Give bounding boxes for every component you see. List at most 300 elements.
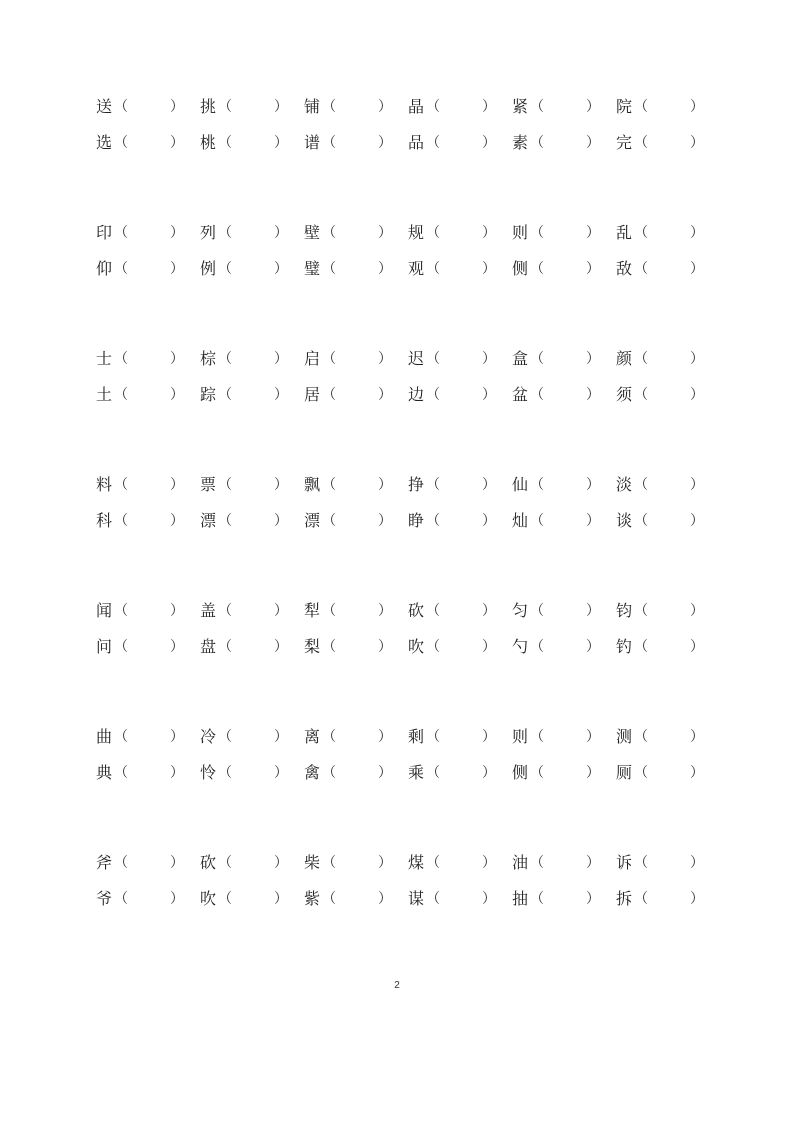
char-cell — [616, 507, 720, 537]
answer-blank-open[interactable]: （ — [634, 765, 648, 781]
answer-blank-open[interactable]: （ — [218, 603, 232, 619]
char-cell — [96, 507, 200, 537]
char-cell — [200, 507, 304, 537]
char-cell — [304, 93, 408, 123]
char-label: 离 — [304, 727, 321, 746]
char-row — [0, 507, 794, 537]
answer-blank-close: ） — [170, 351, 184, 367]
answer-blank-open[interactable]: （ — [114, 891, 128, 907]
answer-blank-open[interactable]: （ — [634, 639, 648, 655]
answer-blank-close: ） — [378, 729, 392, 745]
char-cell — [200, 129, 304, 159]
answer-blank-open[interactable]: （ — [426, 387, 440, 403]
char-label: 印 — [96, 223, 113, 242]
char-label: 紧 — [512, 97, 529, 116]
answer-blank-close: ） — [482, 387, 496, 403]
answer-blank-close: ） — [274, 729, 288, 745]
char-cell — [304, 597, 408, 627]
char-label: 规 — [408, 223, 425, 242]
answer-blank-open[interactable]: （ — [322, 477, 336, 493]
char-cell — [200, 255, 304, 285]
answer-blank-open[interactable]: （ — [218, 99, 232, 115]
answer-blank-close: ） — [170, 387, 184, 403]
answer-blank-open[interactable]: （ — [322, 387, 336, 403]
answer-blank-close: ） — [690, 513, 704, 529]
char-cell — [96, 759, 200, 789]
char-label: 闻 — [96, 601, 113, 620]
char-label: 例 — [200, 259, 217, 278]
char-cell — [408, 597, 512, 627]
answer-blank-close: ） — [482, 99, 496, 115]
char-cell — [96, 255, 200, 285]
char-cell — [512, 129, 616, 159]
answer-blank-open[interactable]: （ — [218, 855, 232, 871]
answer-blank-open[interactable]: （ — [114, 135, 128, 151]
char-label: 禽 — [304, 763, 321, 782]
char-label: 砍 — [408, 601, 425, 620]
answer-blank-close: ） — [378, 99, 392, 115]
answer-blank-close: ） — [690, 639, 704, 655]
char-cell — [408, 723, 512, 753]
char-cell — [96, 345, 200, 375]
answer-blank-open[interactable]: （ — [426, 261, 440, 277]
answer-blank-close: ） — [170, 603, 184, 619]
char-cell — [200, 849, 304, 879]
answer-blank-close: ） — [586, 639, 600, 655]
answer-blank-close: ） — [170, 261, 184, 277]
char-row — [0, 471, 794, 501]
answer-blank-open[interactable]: （ — [634, 513, 648, 529]
char-label: 则 — [512, 727, 529, 746]
char-cell — [304, 471, 408, 501]
answer-blank-open[interactable]: （ — [322, 351, 336, 367]
char-cell — [408, 219, 512, 249]
answer-blank-close: ） — [482, 135, 496, 151]
answer-blank-open[interactable]: （ — [426, 855, 440, 871]
answer-blank-open[interactable]: （ — [322, 513, 336, 529]
answer-blank-close: ） — [274, 351, 288, 367]
answer-blank-open[interactable]: （ — [530, 891, 544, 907]
answer-blank-close: ） — [690, 477, 704, 493]
char-cell — [304, 255, 408, 285]
char-cell — [616, 471, 720, 501]
char-cell — [408, 885, 512, 915]
char-cell — [512, 345, 616, 375]
answer-blank-close: ） — [274, 261, 288, 277]
answer-blank-open[interactable]: （ — [218, 225, 232, 241]
char-cell — [616, 93, 720, 123]
answer-blank-open[interactable]: （ — [634, 603, 648, 619]
char-cell — [512, 507, 616, 537]
char-cell — [304, 219, 408, 249]
answer-blank-open[interactable]: （ — [218, 351, 232, 367]
answer-blank-close: ） — [274, 135, 288, 151]
char-cell — [616, 633, 720, 663]
char-label: 踪 — [200, 385, 217, 404]
answer-blank-close: ） — [274, 387, 288, 403]
answer-blank-open[interactable]: （ — [426, 351, 440, 367]
answer-blank-open[interactable]: （ — [530, 225, 544, 241]
char-cell — [512, 255, 616, 285]
answer-blank-close: ） — [378, 477, 392, 493]
char-label: 曲 — [96, 727, 113, 746]
answer-blank-open[interactable]: （ — [530, 477, 544, 493]
answer-blank-open[interactable]: （ — [114, 855, 128, 871]
answer-blank-open[interactable]: （ — [114, 477, 128, 493]
answer-blank-open[interactable]: （ — [322, 765, 336, 781]
char-cell — [200, 759, 304, 789]
answer-blank-close: ） — [274, 225, 288, 241]
char-cell — [304, 759, 408, 789]
answer-blank-close: ） — [170, 99, 184, 115]
answer-blank-open[interactable]: （ — [634, 891, 648, 907]
char-label: 怜 — [200, 763, 217, 782]
answer-blank-close: ） — [586, 855, 600, 871]
answer-blank-close: ） — [690, 99, 704, 115]
answer-blank-close: ） — [170, 639, 184, 655]
answer-blank-open[interactable]: （ — [530, 261, 544, 277]
answer-blank-open[interactable]: （ — [114, 603, 128, 619]
answer-blank-close: ） — [170, 513, 184, 529]
answer-blank-close: ） — [482, 225, 496, 241]
char-label: 谱 — [304, 133, 321, 152]
char-row — [0, 219, 794, 249]
char-cell — [304, 507, 408, 537]
char-cell — [200, 633, 304, 663]
answer-blank-close: ） — [378, 891, 392, 907]
char-cell — [616, 129, 720, 159]
answer-blank-open[interactable]: （ — [322, 639, 336, 655]
answer-blank-open[interactable]: （ — [322, 603, 336, 619]
char-cell — [304, 633, 408, 663]
answer-blank-open[interactable]: （ — [114, 225, 128, 241]
char-label: 敌 — [616, 259, 633, 278]
char-label: 边 — [408, 385, 425, 404]
answer-blank-close: ） — [586, 351, 600, 367]
answer-blank-open[interactable]: （ — [634, 855, 648, 871]
char-label: 选 — [96, 133, 113, 152]
char-cell — [96, 633, 200, 663]
answer-blank-close: ） — [482, 477, 496, 493]
char-label: 盖 — [200, 601, 217, 620]
char-row — [0, 129, 794, 159]
answer-blank-close: ） — [378, 855, 392, 871]
answer-blank-open[interactable]: （ — [426, 729, 440, 745]
char-label: 犁 — [304, 601, 321, 620]
answer-blank-close: ） — [378, 387, 392, 403]
answer-blank-close: ） — [482, 513, 496, 529]
char-label: 吹 — [200, 889, 217, 908]
char-label: 飘 — [304, 475, 321, 494]
char-cell — [96, 885, 200, 915]
char-label: 灿 — [512, 511, 529, 530]
char-label: 梨 — [304, 637, 321, 656]
char-cell — [408, 129, 512, 159]
char-label: 挑 — [200, 97, 217, 116]
answer-blank-open[interactable]: （ — [426, 891, 440, 907]
answer-blank-open[interactable]: （ — [114, 351, 128, 367]
char-cell — [616, 723, 720, 753]
answer-blank-open[interactable]: （ — [114, 99, 128, 115]
char-row — [0, 633, 794, 663]
answer-blank-open[interactable]: （ — [530, 99, 544, 115]
char-cell — [512, 849, 616, 879]
char-label: 问 — [96, 637, 113, 656]
char-label: 砍 — [200, 853, 217, 872]
answer-blank-open[interactable]: （ — [322, 891, 336, 907]
answer-blank-close: ） — [586, 477, 600, 493]
answer-blank-open[interactable]: （ — [530, 513, 544, 529]
char-label: 冷 — [200, 727, 217, 746]
answer-blank-close: ） — [586, 729, 600, 745]
char-label: 侧 — [512, 259, 529, 278]
answer-blank-close: ） — [170, 765, 184, 781]
char-cell — [408, 381, 512, 411]
answer-blank-open[interactable]: （ — [530, 729, 544, 745]
char-label: 迟 — [408, 349, 425, 368]
char-label: 居 — [304, 385, 321, 404]
char-cell — [408, 93, 512, 123]
char-cell — [616, 759, 720, 789]
answer-blank-open[interactable]: （ — [634, 477, 648, 493]
answer-blank-close: ） — [274, 765, 288, 781]
char-label: 土 — [96, 385, 113, 404]
answer-blank-open[interactable]: （ — [426, 639, 440, 655]
char-cell — [200, 471, 304, 501]
char-cell — [304, 849, 408, 879]
answer-blank-close: ） — [690, 765, 704, 781]
answer-blank-open[interactable]: （ — [426, 765, 440, 781]
answer-blank-open[interactable]: （ — [634, 351, 648, 367]
answer-blank-open[interactable]: （ — [322, 261, 336, 277]
answer-blank-open[interactable]: （ — [114, 639, 128, 655]
answer-blank-close: ） — [586, 99, 600, 115]
answer-blank-open[interactable]: （ — [218, 639, 232, 655]
char-label: 院 — [616, 97, 633, 116]
answer-blank-close: ） — [482, 351, 496, 367]
char-cell — [616, 381, 720, 411]
char-row — [0, 849, 794, 879]
answer-blank-open[interactable]: （ — [218, 891, 232, 907]
char-cell — [96, 93, 200, 123]
answer-blank-close: ） — [482, 603, 496, 619]
char-cell — [512, 381, 616, 411]
char-label: 乱 — [616, 223, 633, 242]
char-label: 拆 — [616, 889, 633, 908]
answer-blank-close: ） — [378, 261, 392, 277]
char-cell — [408, 849, 512, 879]
answer-blank-open[interactable]: （ — [322, 729, 336, 745]
answer-blank-close: ） — [170, 477, 184, 493]
answer-blank-open[interactable]: （ — [218, 513, 232, 529]
answer-blank-open[interactable]: （ — [426, 99, 440, 115]
char-cell — [200, 597, 304, 627]
char-label: 吹 — [408, 637, 425, 656]
answer-blank-open[interactable]: （ — [634, 99, 648, 115]
answer-blank-open[interactable]: （ — [634, 135, 648, 151]
char-label: 仰 — [96, 259, 113, 278]
answer-blank-open[interactable]: （ — [426, 135, 440, 151]
answer-blank-open[interactable]: （ — [530, 603, 544, 619]
char-row — [0, 345, 794, 375]
char-cell — [304, 723, 408, 753]
page-number: 2 — [394, 980, 400, 991]
char-label: 盘 — [200, 637, 217, 656]
answer-blank-open[interactable]: （ — [426, 477, 440, 493]
answer-blank-close: ） — [690, 891, 704, 907]
char-label: 勺 — [512, 637, 529, 656]
answer-blank-close: ） — [170, 225, 184, 241]
char-cell — [512, 93, 616, 123]
char-cell — [200, 93, 304, 123]
answer-blank-close: ） — [690, 225, 704, 241]
char-cell — [96, 381, 200, 411]
answer-blank-open[interactable]: （ — [426, 603, 440, 619]
answer-blank-open[interactable]: （ — [218, 261, 232, 277]
answer-blank-open[interactable]: （ — [530, 387, 544, 403]
char-cell — [512, 633, 616, 663]
char-cell — [616, 219, 720, 249]
answer-blank-open[interactable]: （ — [322, 135, 336, 151]
char-label: 煤 — [408, 853, 425, 872]
char-row — [0, 723, 794, 753]
char-cell — [200, 345, 304, 375]
char-label: 须 — [616, 385, 633, 404]
char-label: 睁 — [408, 511, 425, 530]
char-cell — [616, 597, 720, 627]
char-cell — [96, 723, 200, 753]
answer-blank-open[interactable]: （ — [634, 387, 648, 403]
answer-blank-open[interactable]: （ — [114, 261, 128, 277]
char-label: 漂 — [200, 511, 217, 530]
answer-blank-close: ） — [482, 765, 496, 781]
answer-blank-close: ） — [586, 765, 600, 781]
char-cell — [96, 597, 200, 627]
char-label: 匀 — [512, 601, 529, 620]
char-label: 启 — [304, 349, 321, 368]
answer-blank-open[interactable]: （ — [218, 135, 232, 151]
answer-blank-close: ） — [690, 729, 704, 745]
char-cell — [616, 345, 720, 375]
answer-blank-open[interactable]: （ — [322, 855, 336, 871]
answer-blank-open[interactable]: （ — [218, 765, 232, 781]
char-label: 桃 — [200, 133, 217, 152]
char-cell — [512, 219, 616, 249]
char-label: 璧 — [304, 259, 321, 278]
char-cell — [304, 345, 408, 375]
char-label: 仙 — [512, 475, 529, 494]
answer-blank-open[interactable]: （ — [114, 387, 128, 403]
char-cell — [408, 759, 512, 789]
answer-blank-open[interactable]: （ — [114, 729, 128, 745]
answer-blank-close: ） — [690, 855, 704, 871]
answer-blank-close: ） — [170, 891, 184, 907]
answer-blank-open[interactable]: （ — [114, 513, 128, 529]
char-label: 测 — [616, 727, 633, 746]
answer-blank-close: ） — [274, 99, 288, 115]
answer-blank-close: ） — [482, 891, 496, 907]
char-label: 紫 — [304, 889, 321, 908]
char-cell — [512, 885, 616, 915]
answer-blank-close: ） — [170, 855, 184, 871]
char-label: 料 — [96, 475, 113, 494]
char-label: 盆 — [512, 385, 529, 404]
char-label: 谋 — [408, 889, 425, 908]
char-label: 颜 — [616, 349, 633, 368]
char-label: 钧 — [616, 601, 633, 620]
answer-blank-open[interactable]: （ — [530, 639, 544, 655]
answer-blank-open[interactable]: （ — [322, 225, 336, 241]
char-cell — [200, 219, 304, 249]
answer-blank-close: ） — [378, 351, 392, 367]
char-label: 剩 — [408, 727, 425, 746]
answer-blank-open[interactable]: （ — [218, 729, 232, 745]
answer-blank-open[interactable]: （ — [634, 729, 648, 745]
char-label: 侧 — [512, 763, 529, 782]
char-label: 送 — [96, 97, 113, 116]
answer-blank-close: ） — [690, 603, 704, 619]
char-row — [0, 759, 794, 789]
char-label: 品 — [408, 133, 425, 152]
answer-blank-close: ） — [586, 225, 600, 241]
answer-blank-close: ） — [274, 513, 288, 529]
char-row — [0, 597, 794, 627]
answer-blank-open[interactable]: （ — [426, 225, 440, 241]
char-label: 抽 — [512, 889, 529, 908]
answer-blank-open[interactable]: （ — [322, 99, 336, 115]
char-cell — [96, 471, 200, 501]
char-cell — [616, 849, 720, 879]
answer-blank-close: ） — [378, 603, 392, 619]
char-row — [0, 381, 794, 411]
answer-blank-open[interactable]: （ — [426, 513, 440, 529]
answer-blank-open[interactable]: （ — [634, 261, 648, 277]
char-cell — [408, 345, 512, 375]
char-label: 乘 — [408, 763, 425, 782]
answer-blank-open[interactable]: （ — [530, 135, 544, 151]
char-cell — [616, 885, 720, 915]
char-label: 票 — [200, 475, 217, 494]
char-label: 斧 — [96, 853, 113, 872]
char-cell — [408, 255, 512, 285]
answer-blank-close: ） — [586, 603, 600, 619]
answer-blank-open[interactable]: （ — [530, 765, 544, 781]
answer-blank-open[interactable]: （ — [530, 855, 544, 871]
answer-blank-open[interactable]: （ — [218, 477, 232, 493]
char-cell — [512, 471, 616, 501]
answer-blank-close: ） — [586, 387, 600, 403]
char-cell — [512, 759, 616, 789]
char-label: 观 — [408, 259, 425, 278]
char-cell — [408, 471, 512, 501]
answer-blank-close: ） — [482, 639, 496, 655]
answer-blank-close: ） — [274, 891, 288, 907]
char-row — [0, 255, 794, 285]
char-cell — [200, 381, 304, 411]
char-label: 晶 — [408, 97, 425, 116]
answer-blank-close: ） — [482, 729, 496, 745]
char-cell — [512, 723, 616, 753]
answer-blank-open[interactable]: （ — [634, 225, 648, 241]
char-label: 油 — [512, 853, 529, 872]
answer-blank-close: ） — [586, 135, 600, 151]
char-label: 科 — [96, 511, 113, 530]
char-label: 则 — [512, 223, 529, 242]
answer-blank-open[interactable]: （ — [218, 387, 232, 403]
answer-blank-open[interactable]: （ — [114, 765, 128, 781]
char-label: 漂 — [304, 511, 321, 530]
answer-blank-open[interactable]: （ — [530, 351, 544, 367]
